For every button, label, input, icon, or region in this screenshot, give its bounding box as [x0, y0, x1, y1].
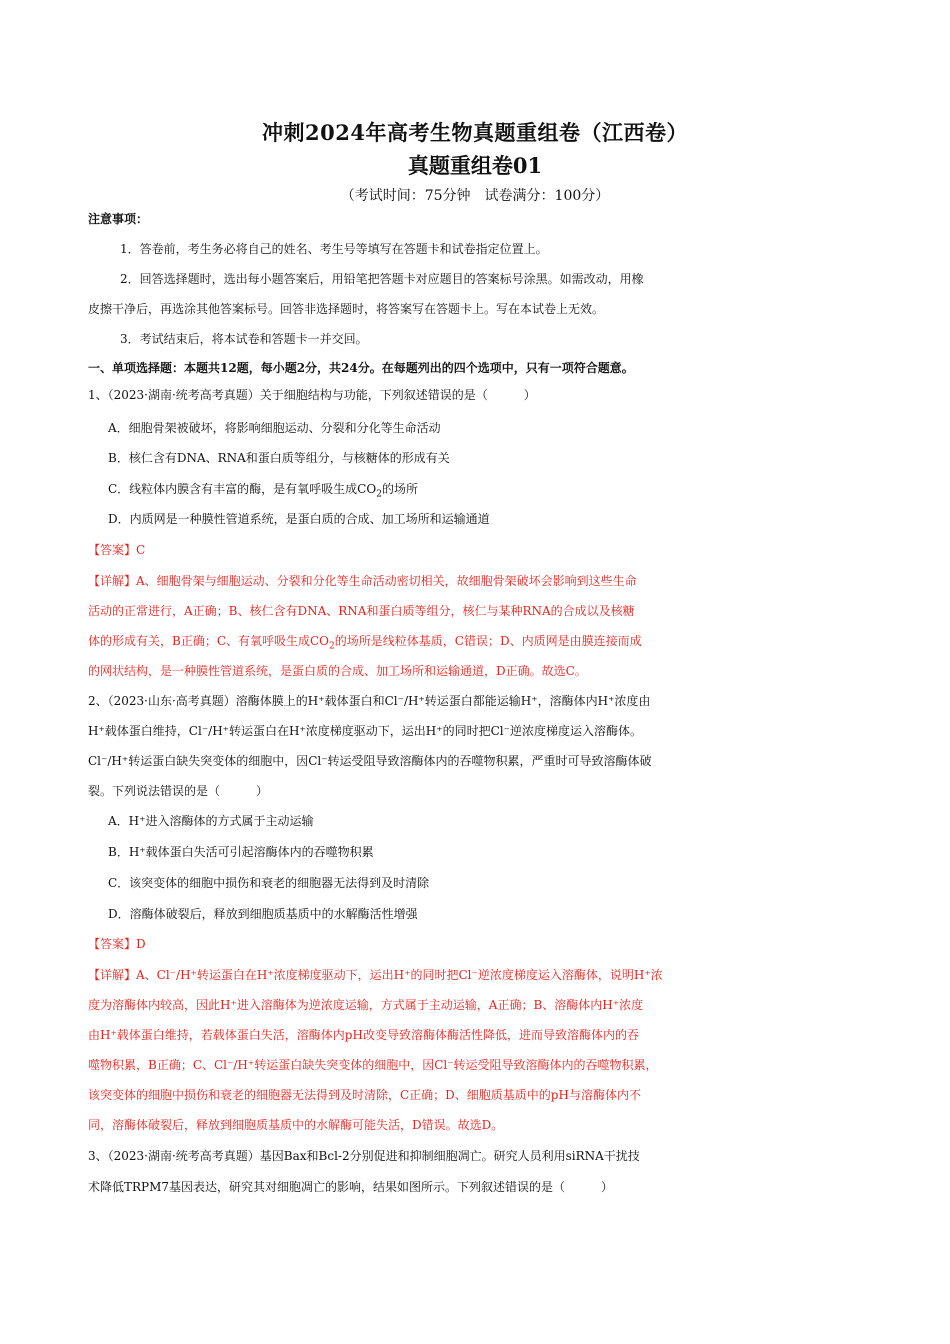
- q2-explanation-5: 该突变体的细胞中损伤和衰老的细胞器无法得到及时清除，C正确；D、细胞质基质中的pH与溶酶体内不: [88, 1088, 641, 1102]
- notice-item-2b: 皮擦干净后，再选涂其他答案标号。回答非选择题时，将答案写在答题卡上。写在本试卷上无效。: [88, 302, 605, 316]
- q1-option-b: B．核仁含有DNA、RNA和蛋白质等组分，与核糖体的形成有关: [108, 451, 450, 465]
- q2-answer: 【答案】D: [88, 937, 146, 951]
- q2-explanation-6: 同，溶酶体破裂后，释放到细胞质基质中的水解酶可能失活，D错误。故选D。: [88, 1118, 504, 1132]
- q2-option-c: C．该突变体的细胞中损伤和衰老的细胞器无法得到及时清除: [108, 876, 430, 890]
- q2-option-a: A．H⁺进入溶酶体的方式属于主动运输: [108, 814, 314, 828]
- notice-item-1: 1．答卷前，考生务必将自己的姓名、考生号等填写在答题卡和试卷指定位置上。: [120, 242, 548, 256]
- q1-answer: 【答案】C: [88, 543, 146, 557]
- q1-explanation-1: 【详解】A、细胞骨架与细胞运动、分裂和分化等生命活动密切相关，故细胞骨架破坏会影响到这些生命: [88, 574, 637, 588]
- q1-explanation-3: 体的形成有关，B正确；C、有氧呼吸生成$CO_2$的场所是线粒体基质，C错误；D、内质网是由膜连接而成: [88, 634, 642, 652]
- q2-explanation-4: 噬物积累，B正确；C、Cl⁻/H⁺转运蛋白缺失突变体的细胞中，因Cl⁻转运受阻导致溶酶体内的吞噬物积累，: [88, 1058, 658, 1072]
- q2-option-d: D．溶酶体破裂后，释放到细胞质基质中的水解酶活性增强: [108, 907, 418, 921]
- q2-option-b: B．H⁺载体蛋白失活可引起溶酶体内的吞噬物积累: [108, 845, 374, 859]
- section-heading: 一、单项选择题：本题共12题，每小题2分，共24分。在每题列出的四个选项中，只有一项符合题意。: [88, 361, 634, 375]
- q3-stem-1: 3、（2023·湖南·统考高考真题）基因Bax和Bcl-2分别促进和抑制细胞凋亡。研究人员利用siRNA干扰技: [88, 1149, 640, 1163]
- q1-explanation-2: 活动的正常进行，A正确；B、核仁含有DNA、RNA和蛋白质等组分，核仁与某种RNA的合成以及核糖: [88, 604, 635, 618]
- q1-option-d: D．内质网是一种膜性管道系统，是蛋白质的合成、加工场所和运输通道: [108, 512, 490, 526]
- q2-explanation-1: 【详解】A、Cl⁻/H⁺转运蛋白在H⁺浓度梯度驱动下，运出H⁺的同时把Cl⁻逆浓度梯度运入溶酶体，说明H⁺浓: [88, 968, 663, 982]
- exam-title: 冲刺2024年高考生物真题重组卷（江西卷）: [262, 120, 688, 145]
- q1-option-a: A．细胞骨架被破坏，将影响细胞运动、分裂和分化等生命活动: [108, 421, 441, 435]
- notice-heading: 注意事项：: [88, 212, 149, 226]
- notice-item-2a: 2．回答选择题时，选出每小题答案后，用铅笔把答题卡对应题目的答案标号涂黑。如需改动，用橡: [120, 272, 644, 286]
- q2-stem-4: 裂。下列说法错误的是（ ）: [88, 784, 269, 798]
- notice-item-3: 3．考试结束后，将本试卷和答题卡一并交回。: [120, 332, 368, 346]
- q1-explanation-4: 的网状结构，是一种膜性管道系统，是蛋白质的合成、加工场所和运输通道，D正确。故选C。: [88, 664, 587, 678]
- q2-stem-2: H⁺载体蛋白维持，Cl⁻/H⁺转运蛋白在H⁺浓度梯度驱动下，运出H⁺的同时把Cl⁻逆浓度梯度运入溶酶体。: [88, 724, 642, 738]
- q2-stem-1: 2、（2023·山东·高考真题）溶酶体膜上的H⁺载体蛋白和Cl⁻/H⁺转运蛋白都能运输H⁺，溶酶体内H⁺浓度由: [88, 694, 651, 708]
- q2-explanation-2: 度为溶酶体内较高，因此H⁺进入溶酶体为逆浓度运输，方式属于主动运输，A正确；B、溶酶体内H⁺浓度: [88, 998, 644, 1012]
- q1-option-c: C．线粒体内膜含有丰富的酶，是有氧呼吸生成$CO_2$的场所: [108, 482, 418, 500]
- q1-stem: 1、（2023·湖南·统考高考真题）关于细胞结构与功能，下列叙述错误的是（ ）: [88, 388, 536, 402]
- exam-info: （考试时间：75分钟 试卷满分：100分）: [340, 188, 610, 204]
- q2-stem-3: Cl⁻/H⁺转运蛋白缺失突变体的细胞中，因Cl⁻转运受阻导致溶酶体内的吞噬物积累，严重时可导致溶酶体破: [88, 754, 652, 768]
- q2-explanation-3: 由H⁺载体蛋白维持，若载体蛋白失活，溶酶体内pH改变导致溶酶体酶活性降低，进而导致溶酶体内的吞: [88, 1028, 639, 1042]
- exam-subtitle: 真题重组卷01: [407, 153, 543, 178]
- q3-stem-2: 术降低TRPM7基因表达，研究其对细胞凋亡的影响，结果如图所示。下列叙述错误的是（ ）: [88, 1180, 614, 1194]
